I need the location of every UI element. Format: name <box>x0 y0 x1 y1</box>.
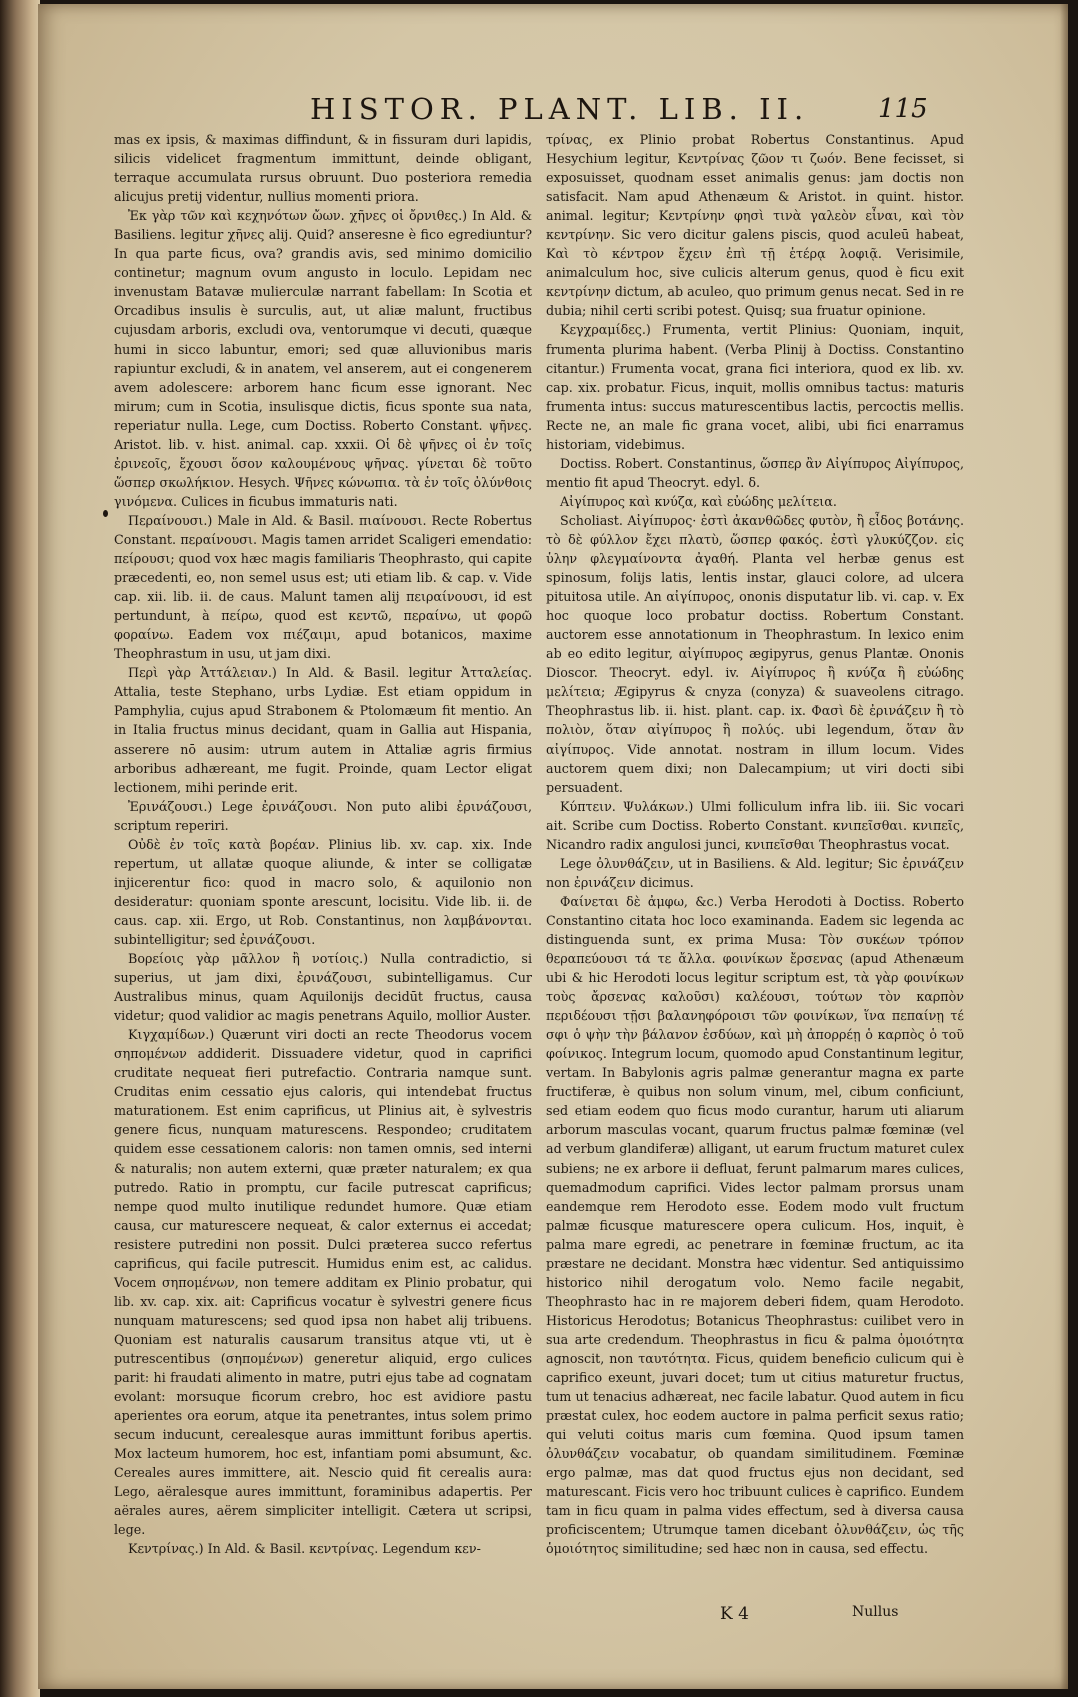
page-edge-shadow <box>1060 4 1068 1689</box>
catchword: Nullus <box>852 1604 899 1620</box>
left-paragraph-5: Ἐρινάζουσι.) Lege ἐρινάζουσι. Non puto alibi ἐρινάζουσι, scriptum reperiri. <box>114 798 532 833</box>
right-paragraph-4: Αἰγίπυρος καὶ κνύζα, καὶ εὐώδης μελίτεια. <box>560 493 837 509</box>
left-paragraph-4: Περὶ γὰρ Ἀττάλειαν.) In Ald. & Basil. legitur Ἀτταλείας. Attalia, teste Stephano, urbs Lydiæ. Est etiam oppidum in Pamphylia, cujus apud Strabonem & Ptolomæum fit mentio. An in Italia fructus minus decidant, quam in Gallia aut Hispania, asserere nō ausim: utrum autem in Attaliæ agris firmius arboribus adhæreant, me fugit. Proinde, quam Lector eligat lectionem, mihi perinde erit. <box>114 665 532 795</box>
right-paragraph-5: Scholiast. Αἰγίπυρος· ἐστὶ ἀκανθῶδες φυτὸν, ἢ εἶδος βοτάνης. τὸ δὲ φύλλον ἔχει πλατὺ, ὥσπερ φακός. ἐστὶ γλυκύζζον. εἰς ὑλην φλεγμαίνοντα ἀγαθή. Planta vel herbæ genus est spinosum, folijs latis, lentis instar, glauci colore, ad ulcera pituitosa utile. An αἰγίπυρος, ononis disputatur lib. vi. cap. v. Ex hoc quoque loco probatur doctiss. Robertum Constant. auctorem esse annotationum in Theophrastum. In lexico enim ab eo edito legitur, αἰγίπυρος ægipyrus, genus Plantæ. Ononis Dioscor. Theocryt. edyl. iv. Αἰγίπυρος ἢ κνύζα ἢ εὐώδης μελίτεια; Ægipyrus & cnyza (conyza) & suaveolens citrago. Theophrastus lib. ii. hist. plant. cap. ix. Φασὶ δὲ ἐρινάζειν ἢ τὸ πολιὸν, ὅταν αἰγίπυρος ἢ πολύς. ubi legendum, ὅταν ἂν αἰγίπυρος. Vide annotat. nostram in illum locum. Vides auctorem quem dixi; non Dalecampium; ut viri docti sibi persuadent. <box>546 512 964 795</box>
margin-dot <box>103 510 108 517</box>
left-paragraph-1: mas ex ipsis, & maximas diffindunt, & in fissuram duri lapidis, silicis videlicet fragmentum immittunt, deinde obligant, terraque accumulata rursus obruunt. Duo posteriora remedia alicujus pretij videntur, nullius momenti priora. <box>114 132 532 205</box>
right-paragraph-2: Κεγχραμίδες.) Frumenta, vertit Plinius: Quoniam, inquit, frumenta plurima habent. (Verba Plinij à Doctiss. Constantino citantur.) Frumenta vocat, grana fici interiora, quod ex lib. xv. cap. xix. probatur. Ficus, inquit, mollis omnibus tactus: maturis frumenta intus: succus maturescentibus lactis, percoctis mellis. Recte ne, an male fic grana vocet, alibi, ubi fici enarramus historiam, videbimus. <box>546 322 964 452</box>
right-column <box>546 130 964 1559</box>
right-paragraph-1: τρίνας, ex Plinio probat Robertus Constantinus. Apud Hesychium legitur, Κεντρίνας ζῶον τι ζωόν. Bene fecisset, si exposuisset, quodnam esset animalis genus: jam doctis non satisfacit. Nam apud Athenæum & Aristot. in quint. histor. animal. legitur; Κεντρίνην φησὶ τινὰ γαλεὸν εἶναι, καὶ τὸν κεντρίνην. Sic vero dicitur galens piscis, quod aculeū habeat, Καὶ τὸ κέντρον ἔχειν ἐπὶ τῇ ἑτέρᾳ λοφιᾷ. Verisimile, animalculum hoc, sive culicis alterum genus, quod è ficu exit κεντρίνην dictum, ab aculeo, quo primum genus necat. Sed in re dubia; nihil certi scribi potest. Quisq; sua fruatur opinione. <box>546 132 964 319</box>
running-title: HISTOR. PLANT. LIB. II. <box>310 92 810 126</box>
left-paragraph-3: Περαίνουσι.) Male in Ald. & Basil. πιαίνουσι. Recte Robertus Constant. περαίνουσι. Magis tamen arridet Scaligeri emendatio: πείρουσι; quod vox hæc magis familiaris Theophrasto, qui capite præcedenti, eo, non semel usus est; uti etiam lib. & cap. v. Vide cap. xii. lib. ii. de caus. Malunt tamen alij πειραίνουσι, id est pertundunt, à πείρω, quod est κεντῶ, περαίνω, ut φορῶ φοραίνω. Eadem vox πιέζαιμι, apud botanicos, maxime Theophrastum in usu, ut jam dixi. <box>114 512 532 662</box>
right-paragraph-6: Κύπτειν. Ψυλάκων.) Ulmi folliculum infra lib. iii. Sic vocari ait. Scribe cum Doctiss. Roberto Constant. κνιπεῖσθαι. κνιπεῖς, Nicandro radix angulosi junci, κνιπεῖσθαι Theophrastus vocat. <box>546 798 964 852</box>
left-paragraph-6: Οὐδὲ ἐν τοῖς κατὰ βορέαν. Plinius lib. xv. cap. xix. Inde repertum, ut allatæ quoque aliunde, & inter se colligatæ injicerentur fico: quod in macro solo, & aquilonio non desideratur: quoniam sponte arescunt, locisitu. Vide lib. ii. de caus. cap. xii. Ergo, ut Rob. Constantinus, non λαμβάνονται. subintelligitur; sed ἐρινάζουσι. <box>114 836 532 947</box>
right-paragraph-3: Doctiss. Robert. Constantinus, ὥσπερ ἂν Αἰγίπυρος Αἰγίπυρος, mentio fit apud Theocryt. edyl. δ. <box>546 455 964 490</box>
right-paragraph-8: Φαίνεται δὲ ἀμφω, &c.) Verba Herodoti à Doctiss. Roberto Constantino citata hoc loco examinanda. Eadem sic legenda ac distinguenda sunt, ex prima Musa: Τὸν συκέων τρόπον θεραπεύουσι τά τε ἄλλα. φοινίκων ἔρσενας (apud Athenæum ubi & hic Herodoti locus legitur scriptum est, τὰ γὰρ φοινίκων τοὺς ἄρσενας καλοῦσι) καλέουσι, τούτων τὸν καρπὸν περιδέουσι τῇσι βαλανηφόροισι τῶν φοινίκων, ἵνα πεπαίνῃ τέ σφι ὁ ψὴν τὴν βάλανον ἐσδύων, καὶ μὴ ἀπορρέῃ ὁ καρπὸς ὁ τοῦ φοίνικος. Integrum locum, quomodo apud Constantinum legitur, vertam. In Babylonis agris palmæ generantur magna ex parte fructiferæ, è quibus non solum vinum, mel, cibum conficiunt, sed etiam eodem quo ficus modo curantur, harum uti aliarum arborum masculas vocant, quarum fructus palmæ fœminæ (vel ad verbum glandiferæ) alligant, ut earum fructum maturet culex subiens; ne ex arbore ii defluat, ferunt palmarum mares culices, quemadmodum caprifici. Vides lector palmam prorsus unam eandemque rem Herodoto esse. Eodem modo vult fructum palmæ ficusque maturescere opera culicum. Hos, inquit, è palma mare egredi, ac penetrare in fœminæ fructum, ac ita præstare ne decidant. Monstra hæc videntur. Sed antiquissimo historico nihil derogatum volo. Nemo facile negabit, Theophrasto hac in re majorem deberi fidem, quam Herodoto. Historicus Herodotus; Botanicus Theophrastus: cuilibet vero in sua arte credendum. Theophrastus in ficu & palma ὁμοιότητα agnoscit, non ταυτότητα. Ficus, quidem beneficio culicum qui è caprifico exeunt, juvari docet; tum ut citius maturetur fructus, tum ut tenacius adhæreat, nec facile labatur. Quod autem in ficu præstat culex, hoc eodem auctore in palma perficit sexus ratio; qui veluti coitus maris cum fœmina. Quod ipsum tamen ὀλυνθάζειν vocabatur, ob quandam similitudinem. Fœminæ ergo palmæ, mas dat quod fructus ejus non decidant, sed maturescant. Ficis vero hoc tribuunt culices è caprifico. Eundem tam in ficu quam in palma vides effectum, sed à diversa causa proficiscentem; Utrumque tamen dicebant ὀλυνθάζειν, ὡς τῆς ὁμοιότητος similitudine; sed hæc non in causa, sed effectu. <box>546 893 964 1557</box>
left-paragraph-8: Κιγχαμίδων.) Quærunt viri docti an recte Theodorus vocem σηπομένων addiderit. Dissuadere videtur, quod in caprifici cruditate nequeat fieri putrefactio. Contraria namque sunt. Cruditas enim cessatio ejus caloris, qui intendebat fructus maturationem. Est enim caprificus, ut Plinius ait, è sylvestris genere ficus, nunquam maturescens. Respondeo; cruditatem quidem esse cessationem caloris: non tamen omnis, sed interni & naturalis; non autem externi, quæ præter naturalem; ex qua putredo. Ratio in promptu, cur facile putrescat caprificus; nempe quod multo inutilique redundet humore. Quæ etiam causa, cur maturescere nequeat, & calor externus ei accedat; resistere putredini non possit. Dulci præterea succo refertus caprificus, qui facile putrescit. Humidus enim est, ac calidus. Vocem σηπομένων, non temere additam ex Plinio probatur, qui lib. xv. cap. xix. ait: Caprificus vocatur è sylvestri genere ficus nunquam maturescens; sed quod ipsa non habet alij tribuens. Quoniam est naturalis causarum transitus atque vti, ut è putrescentibus (σηπομένων) generetur aliquid, ergo culices parit: hi fraudati alimento in matre, putri ejus tabe ad cognatam evolant: morsuque ficorum crebro, hoc est avidiore pastu aperientes ora eorum, atque ita penetrantes, intus solem primo secum inducunt, cerealesque auras immittunt foribus apertis. Mox lacteum humorem, hoc est, infantiam pomi absumunt, &c. Cereales aures immittere, ait. Nescio quid fit cerealis aura: Lego, aëralesque aures immittunt, foraminibus adapertis. Per aërales aures, aërem simpliciter intelligit. Cætera ut scripsi, lege. <box>114 1027 532 1538</box>
left-paragraph-7: Βορείοις γὰρ μᾶλλον ἢ νοτίοις.) Nulla contradictio, si superius, ut jam dixi, ἐρινάζουσι, subintelligamus. Cur Australibus minus, quam Aquilonijs decidūt fructus, causa videtur; quod validior ac magis penetrans Aquilo, mollior Auster. <box>114 951 532 1024</box>
signature-mark: K 4 <box>720 1604 749 1624</box>
left-paragraph-9: Κεντρίνας.) In Ald. & Basil. κεντρίνας. Legendum κεν- <box>128 1541 481 1557</box>
book-binding-shadow <box>0 0 40 1697</box>
page-number: 115 <box>878 94 928 124</box>
left-column <box>114 130 532 1559</box>
right-paragraph-7: Lege ὀλυνθάζειν, ut in Basiliens. & Ald. legitur; Sic ἐρινάζειν non ἐρινάζειν dicimus. <box>546 855 964 890</box>
left-paragraph-2: Ἐκ γὰρ τῶν καὶ κεχηνότων ὤων. χῆνες οἱ ὄρνιθες.) In Ald. & Basiliens. legitur χῆνες alij. Quid? anseresne è fico egrediuntur? In qua parte ficus, ova? grandis avis, sed minimo domicilio continetur; magnum ovum angusto in loculo. Lepidam nec invenustam Batavæ mulierculæ narrant fabellam: In Scotia et Orcadibus insulis è surculis, aut, ut aliæ malunt, fructibus cujusdam arboris, excludi ova, ventorumque vi decuti, quæque humi in sicco labuntur, emori; sed quæ alluvionibus maris rapiuntur excludi, & in anatem, vel anserem, aut ei congenerem avem adolescere: arborem hanc ficum esse ignorant. Nec mirum; cum in Scotia, insulisque dictis, ficus sponte sua nata, reperiatur nulla. Lege, cum Doctiss. Roberto Constant. ψῆνες. Aristot. lib. v. hist. animal. cap. xxxii. Οἱ δὲ ψῆνες οἱ ἐν τοῖς ἐρινεοῖς, ἔχουσι ὅσον καλουμένους ψῆνας. γίνεται δὲ τοῦτο ὥσπερ σκωλήκιον. Hesych. Ψῆνες κώνωπια. τὰ ἐν τοῖς ὀλύνθοις γινόμενα. Culices in ficubus immaturis nati. <box>114 208 532 509</box>
